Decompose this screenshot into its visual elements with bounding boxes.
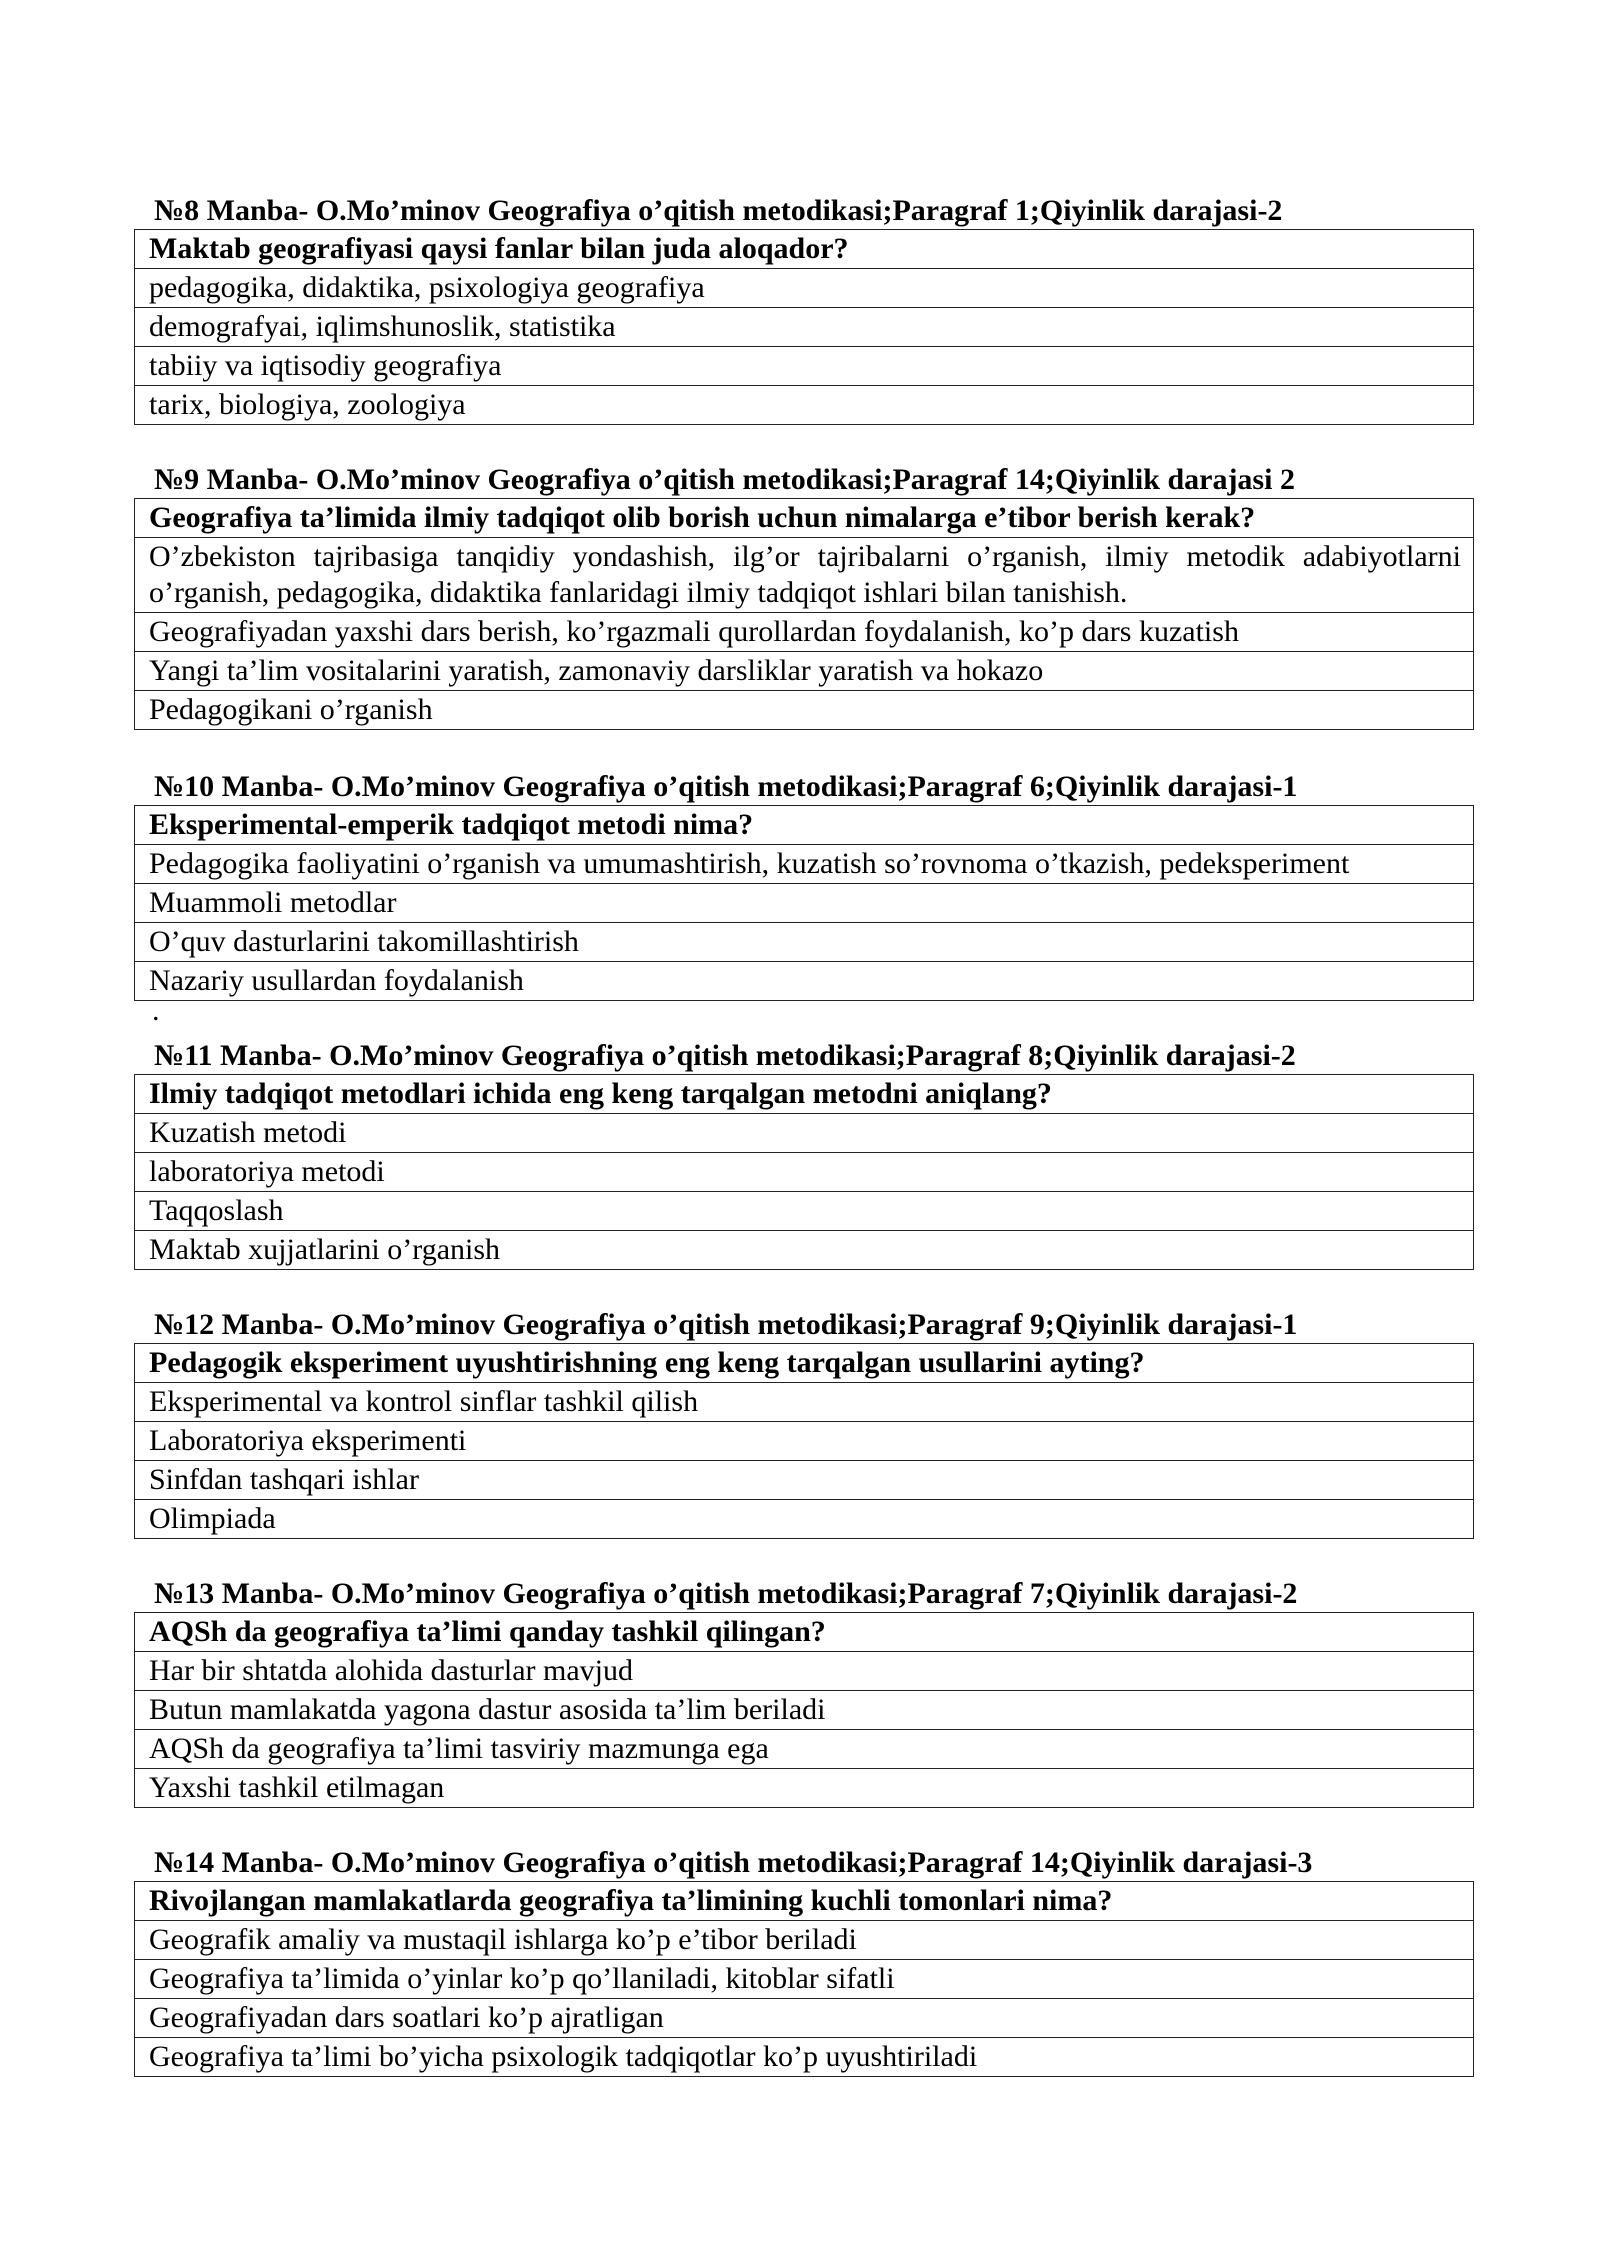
question-source-title: №13 Manba- O.Mo’minov Geografiya o’qitish metodikasi;Paragraf 7;Qiyinlik darajasi-2	[154, 1577, 1298, 1610]
answer-option: Butun mamlakatda yagona dastur asosida ta’lim beriladi	[135, 1691, 1474, 1730]
question-table	[134, 1074, 1474, 1270]
answer-option: Yangi ta’lim vositalarini yaratish, zamonaviy darsliklar yaratish va hokazo	[135, 652, 1474, 691]
answer-option: Geografiyadan dars soatlari ko’p ajratligan	[135, 1999, 1474, 2038]
answer-option: Pedagogikani o’rganish	[135, 691, 1474, 730]
answer-option: laboratoriya metodi	[135, 1153, 1474, 1192]
answer-option: Yaxshi tashkil etilmagan	[135, 1769, 1474, 1808]
question-table	[134, 498, 1474, 730]
question-source-title: №12 Manba- O.Mo’minov Geografiya o’qitish metodikasi;Paragraf 9;Qiyinlik darajasi-1	[154, 1308, 1298, 1341]
answer-option: O’zbekiston tajribasiga tanqidiy yondashish, ilg’or tajribalarni o’rganish, ilmiy metodik adabiyotlarni o’rganish, pedagogika, didaktika fanlaridagi ilmiy tadqiqot ishlari bilan tanishish.	[135, 538, 1474, 613]
question-text: Rivojlangan mamlakatlarda geografiya ta’limining kuchli tomonlari nima?	[135, 1882, 1474, 1921]
answer-option: Nazariy usullardan foydalanish	[135, 962, 1474, 1001]
question-block-13	[134, 1576, 1474, 1808]
question-source-title: №14 Manba- O.Mo’minov Geografiya o’qitish metodikasi;Paragraf 14;Qiyinlik darajasi-3	[154, 1846, 1313, 1879]
question-table	[134, 229, 1474, 425]
question-text: Maktab geografiyasi qaysi fanlar bilan juda aloqador?	[135, 230, 1474, 269]
answer-option: Geografiyadan yaxshi dars berish, ko’rgazmali qurollardan foydalanish, ko’p dars kuzatish	[135, 613, 1474, 652]
answer-option: tabiiy va iqtisodiy geografiya	[135, 347, 1474, 386]
question-block-12	[134, 1307, 1474, 1539]
answer-option: Taqqoslash	[135, 1192, 1474, 1231]
answer-option: Pedagogika faoliyatini o’rganish va umumashtirish, kuzatish so’rovnoma o’tkazish, pedeksperiment	[135, 845, 1474, 884]
question-text: AQSh da geografiya ta’limi qanday tashkil qilingan?	[135, 1613, 1474, 1652]
question-source-title: №11 Manba- O.Mo’minov Geografiya o’qitish metodikasi;Paragraf 8;Qiyinlik darajasi-2	[154, 1039, 1296, 1072]
answer-option: Geografiya ta’limida o’yinlar ko’p qo’llaniladi, kitoblar sifatli	[135, 1960, 1474, 1999]
answer-option: Geografik amaliy va mustaqil ishlarga ko’p e’tibor beriladi	[135, 1921, 1474, 1960]
question-table	[134, 1343, 1474, 1539]
answer-option: O’quv dasturlarini takomillashtirish	[135, 923, 1474, 962]
answer-option: pedagogika, didaktika, psixologiya geografiya	[135, 269, 1474, 308]
question-text: Eksperimental-emperik tadqiqot metodi nima?	[135, 806, 1474, 845]
question-source-title: №10 Manba- O.Mo’minov Geografiya o’qitish metodikasi;Paragraf 6;Qiyinlik darajasi-1	[154, 770, 1298, 803]
question-block-9	[134, 462, 1474, 730]
question-block-10	[134, 769, 1474, 1001]
answer-option: Laboratoriya eksperimenti	[135, 1422, 1474, 1461]
question-text: Geografiya ta’limida ilmiy tadqiqot olib borish uchun nimalarga e’tibor berish kerak?	[135, 499, 1474, 538]
question-table	[134, 1612, 1474, 1808]
question-block-11	[134, 1038, 1474, 1270]
question-block-8	[134, 193, 1474, 425]
question-source-title: №8 Manba- O.Mo’minov Geografiya o’qitish metodikasi;Paragraf 1;Qiyinlik darajasi-2	[154, 194, 1283, 227]
answer-option: Eksperimental va kontrol sinflar tashkil qilish	[135, 1383, 1474, 1422]
question-text: Pedagogik eksperiment uyushtirishning eng keng tarqalgan usullarini ayting?	[135, 1344, 1474, 1383]
separator-dot: .	[152, 994, 160, 1027]
answer-option: Kuzatish metodi	[135, 1114, 1474, 1153]
question-text: Ilmiy tadqiqot metodlari ichida eng keng tarqalgan metodni aniqlang?	[135, 1075, 1474, 1114]
question-source-title: №9 Manba- O.Mo’minov Geografiya o’qitish metodikasi;Paragraf 14;Qiyinlik darajasi 2	[154, 463, 1295, 496]
answer-option: tarix, biologiya, zoologiya	[135, 386, 1474, 425]
answer-option: Maktab xujjatlarini o’rganish	[135, 1231, 1474, 1270]
answer-option: Sinfdan tashqari ishlar	[135, 1461, 1474, 1500]
question-table	[134, 805, 1474, 1001]
answer-option: AQSh da geografiya ta’limi tasviriy mazmunga ega	[135, 1730, 1474, 1769]
answer-option: Har bir shtatda alohida dasturlar mavjud	[135, 1652, 1474, 1691]
answer-option: demografyai, iqlimshunoslik, statistika	[135, 308, 1474, 347]
answer-option: Muammoli metodlar	[135, 884, 1474, 923]
question-table	[134, 1881, 1474, 2077]
question-block-14	[134, 1845, 1474, 2077]
answer-option: Olimpiada	[135, 1500, 1474, 1539]
answer-option: Geografiya ta’limi bo’yicha psixologik tadqiqotlar ko’p uyushtiriladi	[135, 2038, 1474, 2077]
